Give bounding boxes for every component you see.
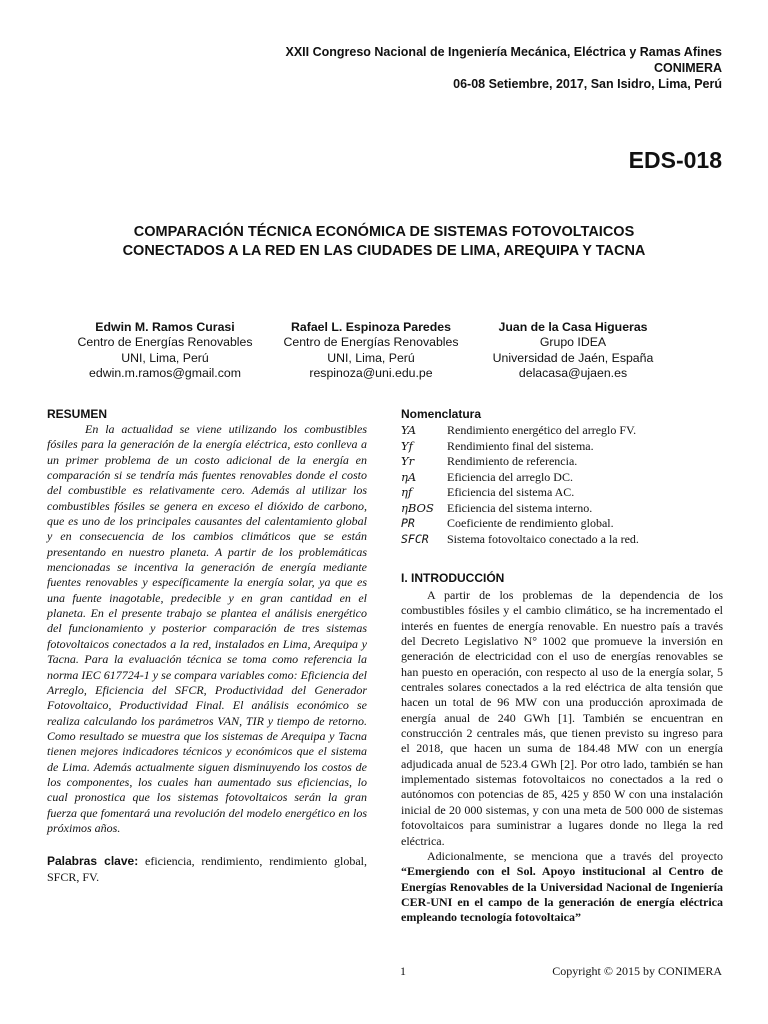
nomenclature-definition: Rendimiento energético del arreglo FV. [447,423,637,437]
paper-title [60,223,708,260]
nomenclature-symbol: YA [401,423,417,437]
author-location: UNI, Lima, Perú [121,350,209,365]
conference-name: XXII Congreso Nacional de Ingeniería Mecánica, Eléctrica y Ramas Afines [285,45,722,59]
introduction-paragraph-2 [401,849,723,926]
author-affiliation: Centro de Energías Renovables [77,335,253,350]
paragraph-lead: Adicionalmente, se menciona que a través del proyecto [427,848,723,863]
keywords-label: Palabras clave: [47,854,139,869]
nomenclature-symbol: ηf [401,485,413,499]
left-column [47,407,367,885]
author-2 [276,320,466,381]
nomenclature-symbol: Yr [401,454,415,468]
page-number: 1 [400,964,406,978]
copyright-notice: Copyright © 2015 by CONIMERA [552,964,722,978]
right-column [401,407,723,926]
title-line-1: COMPARACIÓN TÉCNICA ECONÓMICA DE SISTEMAS FOTOVOLTAICOS [133,224,635,240]
nomenclature-item [401,423,723,439]
nomenclature-item [401,470,723,486]
author-name: Edwin M. Ramos Curasi [95,320,235,334]
nomenclature-heading: Nomenclatura [401,407,482,421]
author-affiliation: Centro de Energías Renovables [283,335,459,350]
author-name: Juan de la Casa Higueras [498,320,648,334]
nomenclature-definition: Eficiencia del arreglo DC. [447,469,573,484]
keywords-text: eficiencia, rendimiento, rendimiento global, SFCR, FV. [47,854,367,884]
author-location: Universidad de Jaén, España [492,350,654,365]
author-email: delacasa@ujaen.es [518,365,628,380]
project-name-quote: “Emergiendo con el Sol. Apoyo institucional al Centro de Energías Renovables de la Universidad Nacional de Ingeniería CER-UNI en el campo de la generación de energía eléctrica empleando tecnología fotovoltaica” [401,864,723,925]
abstract-heading: RESUMEN [47,407,108,421]
author-email: edwin.m.ramos@gmail.com [89,365,241,380]
abstract-body: En la actualidad se viene utilizando los combustibles fósiles para la generación de la energía eléctrica, esto conlleva a un primer problema de un costo adicional de la energía en comparación si se tendría más fuentes renovables donde el costo del combustible es relativamente cero. Además al utilizar los combustibles fósiles se genera en exceso el dióxido de carbono, que es uno de los principales causantes del calentamiento global y en consecuencia de los cambios climáticos que se están presentando en nuestro planeta. A partir de los problemáticas mencionadas se incentiva la generación de energía mediante fuentes renovables y específicamente la energía solar, ya que es una fuente inagotable, predecible y en gran cantidad en el planeta. En el presente trabajo se plantea el análisis energético del funcionamiento y posterior comparación de tres sistemas fotovoltaicos conectados a la red, instalados en Lima, Arequipa y Tacna. Para la evaluación técnica se toma como referencia la norma IEC 617724-1 y se compara variables como: Eficiencia del Arreglo, Eficiencia del SFCR, Productividad del Generador Fotovoltaico, Productividad Final. El análisis económico se realiza calculando los parámetros VAN, TIR y tiempo de retorno. Como resultado se muestra que los sistemas de Arequipa y Tacna tienen mejores indicadores técnicos y económicos que el sistema de Lima. Además actualmente siguen disminuyendo los costos de los componentes, los cuales han aumentado sus eficiencias, lo cual pronostica que los sistemas fotovoltaicos serán la gran fuerza que fomentará una revolución del modelo energético en los próximos años. [47,422,367,835]
author-name: Rafael L. Espinoza Paredes [291,320,451,334]
introduction-paragraph-1: A partir de los problemas de la dependencia de los combustibles fósiles y el cambio climático, se ha incrementado el interés en fuentes de energía renovable. En nuestro país a través del Decreto Legislativo N° 1002 que promueve la inversión en generación de electricidad con el uso de energías renovables se han puesto en operación, con respecto al uso de la energía solar, 5 centrales solares conectados a la red eléctrica de alta tensión que hacen un total de 96 MW con una producción aproximada de energía anual de 240 GWh [1]. También se encuentran en construcción 2 centrales más, que tienen previsto su ingreso para el 2018, que hacen un suma de 184.48 MW con un energía adjudicada anual de 523.4 GWh [2]. Por otro lado, también se han implementado sistemas fotovoltaicos no conectados a la red o autónomos con potencias de 85, 425 y 850 W con una instalación inicial de 20 000 sistemas, y con una meta de 500 000 de sistemas fotovoltaicos para suministrar a lugares donde no llega la red eléctrica. [401,588,723,848]
paper-code: EDS-018 [628,147,722,173]
nomenclature-definition: Sistema fotovoltaico conectado a la red. [447,531,639,546]
keywords [47,854,367,885]
conference-date-location: 06-08 Setiembre, 2017, San Isidro, Lima, Perú [453,77,722,91]
author-affiliation: Grupo IDEA [539,335,607,350]
author-3 [478,320,668,381]
nomenclature-item [401,516,723,532]
nomenclature-item [401,485,723,501]
nomenclature-symbol: ηBOS [401,500,434,515]
nomenclature-item [401,501,723,517]
nomenclature-item [401,532,723,548]
nomenclature-definition: Rendimiento de referencia. [447,454,578,468]
nomenclature-list [401,423,723,547]
nomenclature-definition: Eficiencia del sistema interno. [447,500,593,515]
nomenclature-symbol: ηA [401,469,417,484]
nomenclature-definition: Rendimiento final del sistema. [447,438,594,453]
nomenclature-symbol: PR [401,516,415,530]
nomenclature-item [401,454,723,470]
author-1 [70,320,260,381]
author-location: UNI, Lima, Perú [327,350,415,365]
title-line-2: CONECTADOS A LA RED EN LAS CIUDADES DE LIMA, AREQUIPA Y TACNA [122,242,646,259]
author-email: respinoza@uni.edu.pe [309,365,433,380]
nomenclature-symbol: Yf [401,438,413,453]
introduction-heading: I. INTRODUCCIÓN [401,571,505,585]
conference-header [162,44,722,92]
conference-acronym: CONIMERA [653,61,722,75]
nomenclature-definition: Eficiencia del sistema AC. [447,485,575,499]
nomenclature-symbol: SFCR [401,531,429,546]
nomenclature-definition: Coeficiente de rendimiento global. [447,516,614,530]
nomenclature-item [401,439,723,455]
